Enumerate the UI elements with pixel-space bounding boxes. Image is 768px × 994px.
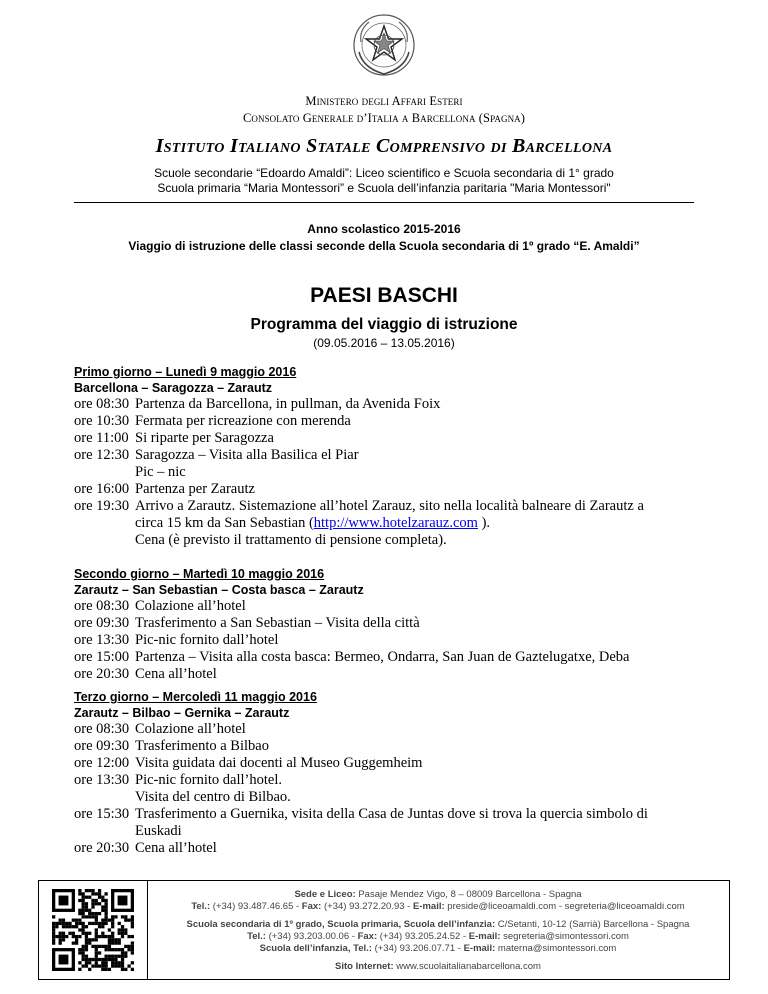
- schedule-time: [74, 532, 135, 549]
- primary-schools-line: Scuola primaria “Maria Montessori” e Scuola dell’infanzia paritaria "Maria Montessori": [157, 181, 611, 195]
- schedule-time: [74, 823, 135, 840]
- schedule-text: Trasferimento a Bilbao: [135, 738, 269, 754]
- main-site-contacts: [147, 901, 729, 913]
- schedule-line: [74, 632, 714, 649]
- schedule-line: [74, 789, 714, 806]
- schedule-text: Colazione all’hotel: [135, 598, 246, 614]
- label: Sede e Liceo:: [294, 889, 356, 900]
- schedule-line: [74, 772, 714, 789]
- label: Tel.:: [191, 901, 211, 912]
- schedule-text: Visita guidata dai docenti al Museo Guggemheim: [135, 755, 423, 771]
- value: (+34) 93.206.07.71 -: [371, 943, 464, 954]
- schedule-text: Partenza per Zarautz: [135, 481, 255, 497]
- label: Tel.:: [247, 931, 266, 942]
- schedule-line: [74, 666, 714, 683]
- schedule-line: [74, 481, 714, 498]
- schedule-text: Pic-nic fornito dall’hotel: [135, 632, 279, 648]
- schedule-text: Fermata per ricreazione con merenda: [135, 413, 351, 429]
- schedule-text: circa 15 km da San Sebastian (: [135, 515, 314, 531]
- program-subtitle: Programma del viaggio di istruzione: [250, 316, 518, 333]
- schedule-time: ore 08:30: [74, 598, 130, 614]
- schedule-text-after: ).: [477, 515, 491, 531]
- schedule-line: [74, 840, 714, 857]
- schedule-time: ore 11:00: [74, 430, 129, 446]
- schedule-line: [74, 515, 714, 532]
- schedule-time: ore 13:30: [74, 632, 130, 648]
- schedule-time: ore 08:30: [74, 721, 130, 737]
- schedule-line: [74, 649, 714, 666]
- label: Scuola secondaria di 1º grado, Scuola primaria, Scuola dell’infanzia:: [186, 919, 496, 930]
- schedule-text-with-link: [135, 515, 714, 532]
- value: (+34) 93.203.00.06 -: [265, 931, 358, 942]
- schedule-text: Saragozza – Visita alla Basilica el Piar: [135, 447, 359, 463]
- label: E-mail:: [463, 943, 496, 954]
- schedule-time: ore 16:00: [74, 481, 130, 497]
- schedule-line: [74, 532, 714, 549]
- schedule-text: Pic – nic: [135, 464, 186, 480]
- schedule-time: [74, 515, 135, 532]
- value: www.scuolaitalianabarcellona.com: [393, 961, 541, 972]
- value: (+34) 93.487.46.65 -: [210, 901, 302, 912]
- consulate-name: Consolato Generale d’Italia a Barcellona (Spagna): [242, 111, 526, 125]
- italian-republic-emblem-icon: [351, 12, 417, 78]
- value: materna@simontessori.com: [495, 943, 617, 954]
- schedule-time: ore 20:30: [74, 666, 130, 682]
- value: (+34) 93.272.20.93 -: [321, 901, 413, 912]
- day-route: Barcellona – Saragozza – Zarautz: [74, 381, 272, 395]
- schedule-text: Cena all’hotel: [135, 840, 217, 856]
- schedule-time: ore 09:30: [74, 738, 130, 754]
- schools-address: [147, 919, 729, 931]
- value: preside@liceoamaldi.com - segreteria@liceoamaldi.com: [444, 901, 685, 912]
- schedule-line: [74, 755, 714, 772]
- day-route: Zarautz – San Sebastian – Costa basca – Zarautz: [74, 583, 364, 597]
- schedule-time: ore 12:30: [74, 447, 130, 463]
- schedule-time: ore 12:00: [74, 755, 130, 771]
- schedule-time: ore 13:30: [74, 772, 130, 788]
- day-title: Terzo giorno – Mercoledì 11 maggio 2016: [74, 690, 317, 704]
- trip-description: Viaggio di istruzione delle classi seconde della Scuola secondaria di 1º grado “E. Amaldi”: [128, 239, 640, 253]
- school-year: Anno scolastico 2015-2016: [307, 222, 461, 236]
- schedule-text: Partenza da Barcellona, in pullman, da Avenida Foix: [135, 396, 441, 412]
- day-3-section: [74, 689, 714, 857]
- schedule-text: Arrivo a Zarautz. Sistemazione all’hotel Zarauz, sito nella località balneare di Zarautz a: [135, 498, 644, 514]
- schedule-line: [74, 615, 714, 632]
- schedule-time: [74, 464, 135, 481]
- website: [147, 961, 729, 973]
- schedule-line: [74, 413, 714, 430]
- value: Pasaje Mendez Vigo, 8 – 08009 Barcellona - Spagna: [355, 889, 582, 900]
- schedule-line: [74, 823, 714, 840]
- schedule-text: Euskadi: [135, 823, 182, 839]
- schedule-time: ore 19:30: [74, 498, 130, 514]
- value: (+34) 93.205.24.52 -: [377, 931, 469, 942]
- value: segreteria@simontessori.com: [500, 931, 629, 942]
- schedule-text: Cena (è previsto il trattamento di pensione completa).: [135, 532, 447, 548]
- schedule-time: [74, 789, 135, 806]
- schedule-line: [74, 738, 714, 755]
- schedule-line: [74, 396, 714, 413]
- main-site-address: [147, 889, 729, 901]
- kindergarten-contacts: [147, 943, 729, 955]
- contact-info: [147, 881, 729, 973]
- day-title: Secondo giorno – Martedì 10 maggio 2016: [74, 567, 325, 581]
- schedule-text: Visita del centro di Bilbao.: [135, 789, 291, 805]
- schedule-time: ore 15:00: [74, 649, 130, 665]
- schedule-line: [74, 721, 714, 738]
- value: C/Setanti, 10-12 (Sarrià) Barcellona - Spagna: [495, 919, 690, 930]
- label: E-mail:: [412, 901, 445, 912]
- header-divider: [74, 202, 694, 203]
- page-title: PAESI BASCHI: [310, 284, 458, 307]
- schedule-text: Cena all’hotel: [135, 666, 217, 682]
- schedule-time: ore 08:30: [74, 396, 130, 412]
- schedule-line: [74, 498, 714, 515]
- schedule-text: Trasferimento a Guernika, visita della Casa de Juntas dove si trova la quercia simbolo di: [135, 806, 648, 822]
- hotel-website-link[interactable]: http://www.hotelzarauz.com: [313, 515, 478, 531]
- institute-name: Istituto Italiano Statale Comprensivo di Barcellona: [155, 135, 613, 157]
- schedule-text: Pic-nic fornito dall’hotel.: [135, 772, 282, 788]
- day-route: Zarautz – Bilbao – Gernika – Zarautz: [74, 706, 290, 720]
- schedule-text: Partenza – Visita alla costa basca: Bermeo, Ondarra, San Juan de Gaztelugatxe, Deba: [135, 649, 630, 665]
- schedule-line: [74, 447, 714, 464]
- schedule-text: Colazione all’hotel: [135, 721, 246, 737]
- label: Fax:: [301, 901, 322, 912]
- day-title: Primo giorno – Lunedì 9 maggio 2016: [74, 365, 297, 379]
- label: Scuola dell’infanzia, Tel.:: [259, 943, 372, 954]
- schedule-time: ore 09:30: [74, 615, 130, 631]
- schedule-time: ore 15:30: [74, 806, 130, 822]
- label: Sito Internet:: [335, 961, 394, 972]
- qr-code-icon: [52, 889, 134, 971]
- secondary-schools-line: Scuole secondarie “Edoardo Amaldi”: Liceo scientifico e Scuola secondaria di 1° grado: [154, 166, 614, 180]
- schedule-line: [74, 598, 714, 615]
- qr-cell: [39, 881, 148, 979]
- schools-contacts: [147, 931, 729, 943]
- schedule-time: ore 10:30: [74, 413, 130, 429]
- trip-dates: (09.05.2016 – 13.05.2016): [313, 336, 455, 350]
- label: E-mail:: [468, 931, 501, 942]
- schedule-text: Si riparte per Saragozza: [135, 430, 274, 446]
- day-2-section: [74, 566, 714, 683]
- schedule-text: Trasferimento a San Sebastian – Visita della città: [135, 615, 420, 631]
- label: Fax:: [357, 931, 378, 942]
- ministry-name: Ministero degli Affari Esteri: [305, 94, 463, 108]
- schedule-line: [74, 464, 714, 481]
- schedule-time: ore 20:30: [74, 840, 130, 856]
- day-1-section: [74, 364, 714, 549]
- footer-box: [38, 880, 730, 980]
- schedule-line: [74, 806, 714, 823]
- schedule-line: [74, 430, 714, 447]
